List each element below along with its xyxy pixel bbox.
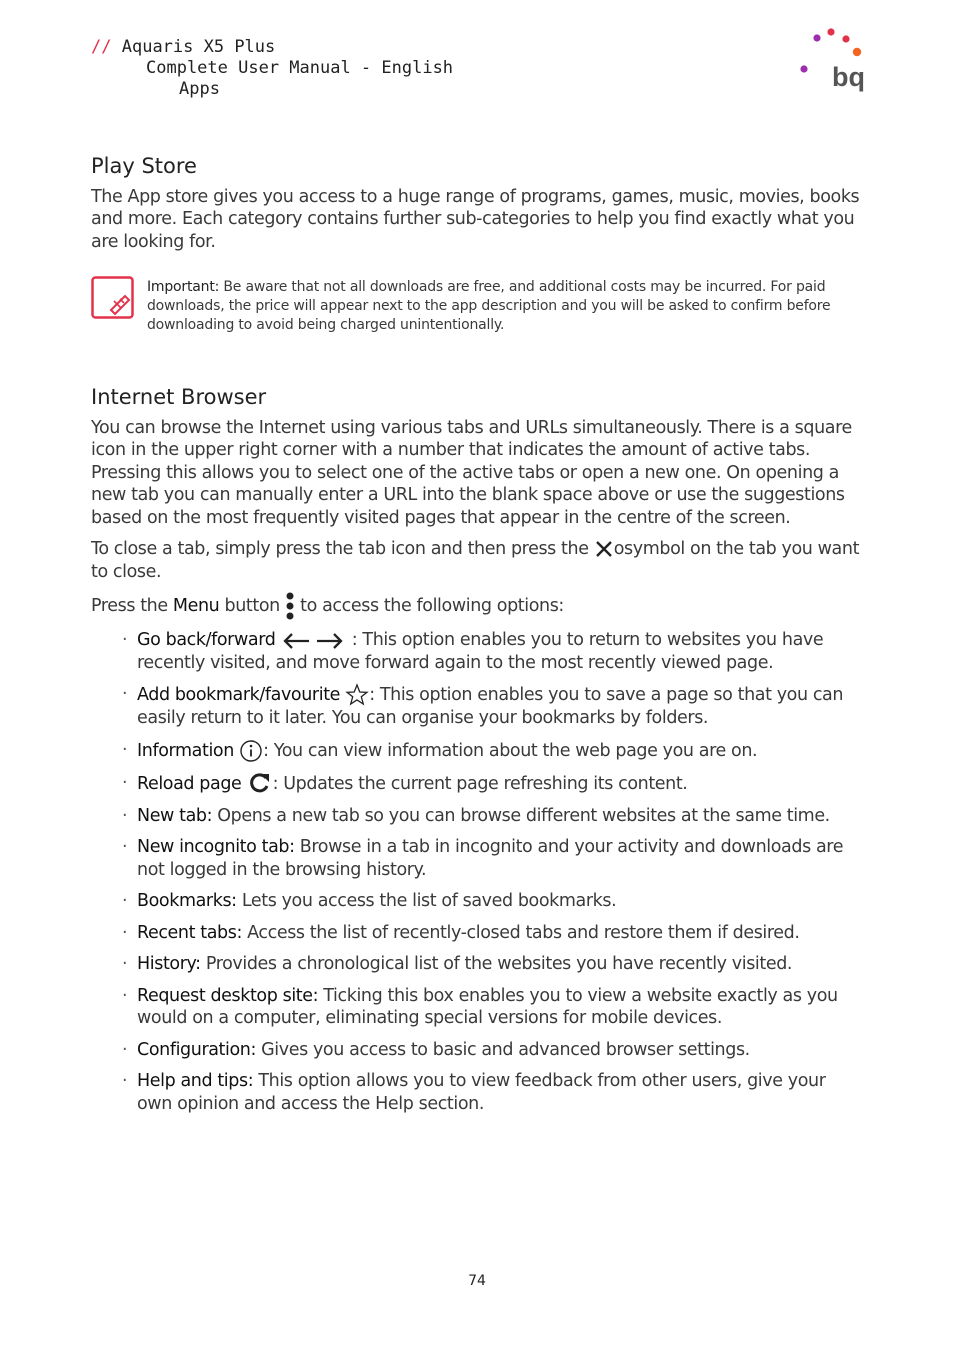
menu-options-list	[91, 629, 863, 1115]
list-item: · Go back/forward : This option enables you to return to websites you have recently visited, and move forward again to the most recently viewed page.	[137, 629, 863, 674]
list-item: · New incognito tab: Browse in a tab in incognito and your activity and downloads are not logged in the browsing history.	[137, 836, 863, 881]
menu-term: Menu	[172, 596, 220, 616]
important-note-text	[147, 278, 863, 335]
list-item: · Reload page : Updates the current page refreshing its content.	[137, 772, 863, 796]
browser-intro: You can browse the Internet using various tabs and URLs simultaneously. There is a square icon in the upper right corner with a number that indicates the amount of active tabs. Pressing this allows you to select one of the active tabs or open a new one. On opening a new tab you can manually enter a URL into the blank space above or use the suggestions based on the most frequently visited pages that appear in the centre of the screen.	[91, 417, 852, 528]
list-item: · Information : You can view information about the web page you are on.	[137, 739, 863, 763]
close-icon	[594, 539, 614, 559]
back-forward-arrows-icon	[281, 630, 347, 650]
internet-browser-heading: Internet Browser	[91, 385, 267, 409]
bq-logo	[796, 26, 866, 96]
menu-paragraph: Press the Menu button to access the following options:	[91, 592, 863, 620]
list-item: · New tab: Opens a new tab so you can browse different websites at the same time.	[137, 805, 863, 828]
header-slashes: //	[91, 37, 112, 57]
reload-icon	[247, 772, 273, 796]
info-icon	[239, 739, 263, 763]
menu-dots-icon	[285, 592, 295, 620]
list-item: · Help and tips: This option allows you to view feedback from other users, give your own opinion and access the Help section.	[137, 1070, 863, 1115]
running-header	[91, 37, 453, 100]
star-icon	[345, 683, 369, 707]
list-item: · Request desktop site: Ticking this box enables you to view a website exactly as you would on a computer, eliminating special versions for mobile devices.	[137, 985, 863, 1030]
logo-text: bq	[832, 62, 865, 92]
important-note	[91, 278, 863, 335]
page-number: 74	[468, 1273, 486, 1289]
warning-card-icon	[91, 276, 135, 320]
header-manual-title: Complete User Manual - English	[146, 58, 454, 78]
play-store-body: The App store gives you access to a huge range of programs, games, music, movies, books and more. Each category contains further sub-categories to help you find exactly what you are looking for.	[91, 186, 860, 252]
header-product: Aquaris X5 Plus	[121, 37, 276, 57]
close-tab-paragraph: To close a tab, simply press the tab icon and then press the osymbol on the tab you want to close.	[91, 539, 860, 582]
list-item: · Add bookmark/favourite : This option enables you to save a page so that you can easily return to it later. You can organise your bookmarks by folders.	[137, 683, 863, 730]
important-body: Be aware that not all downloads are free, and additional costs may be incurred. For paid downloads, the price will appear next to the app description and you will be asked to confirm before downloading to avoid being charged unintentionally.	[147, 279, 831, 333]
list-item: · Recent tabs: Access the list of recently-closed tabs and restore them if desired.	[137, 922, 863, 945]
list-item: · Bookmarks: Lets you access the list of saved bookmarks.	[137, 890, 863, 913]
important-label: Important:	[147, 279, 220, 295]
list-item: · Configuration: Gives you access to basic and advanced browser settings.	[137, 1039, 863, 1062]
header-section: Apps	[179, 79, 220, 99]
list-item: · History: Provides a chronological list of the websites you have recently visited.	[137, 953, 863, 976]
play-store-heading: Play Store	[91, 154, 197, 178]
